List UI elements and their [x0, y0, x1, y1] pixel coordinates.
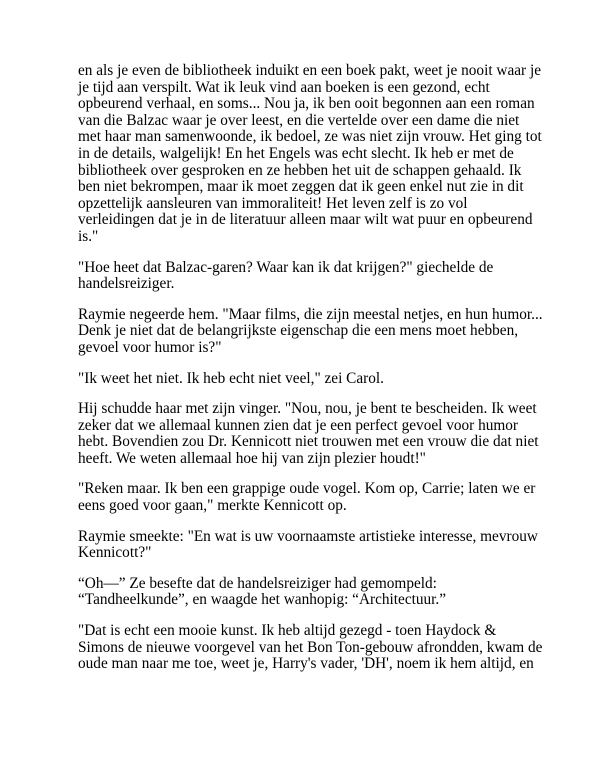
paragraph-6: "Reken maar. Ik ben een grappige oude vogel. Kom op, Carrie; laten we er eens goed voor gaan," merkte Kennicott op. — [78, 480, 536, 515]
paragraph-9: "Dat is echt een mooie kunst. Ik heb altijd gezegd - toen Haydock & Simons de nieuwe voorgevel van het Bon Ton-gebouw afrondden, kwam de oude man naar me toe, weet je, Harry's vader, 'DH', noem ik hem altijd, en — [78, 622, 543, 673]
paragraph-7: Raymie smeekte: "En wat is uw voornaamste artistieke interesse, mevrouw Kennicott?" — [78, 527, 538, 562]
paragraph-8: “Oh—” Ze besefte dat de handelsreiziger had gemompeld: “Tandheelkunde”, en waagde het wanhopig: “Architectuur.” — [78, 574, 447, 609]
paragraph-4: "Ik weet het niet. Ik heb echt niet veel," zei Carol. — [78, 369, 384, 387]
paragraph-3: Raymie negeerde hem. "Maar films, die zijn meestal netjes, en hun humor... Denk je niet dat de belangrijkste eigenschap die een mens moet hebben, gevoel voor humor is?" — [78, 305, 543, 356]
paragraph-2: "Hoe heet dat Balzac-garen? Waar kan ik dat krijgen?" giechelde de handelsreiziger. — [78, 258, 494, 293]
document-page — [78, 63, 546, 687]
paragraph-5: Hij schudde haar met zijn vinger. "Nou, nou, je bent te bescheiden. Ik weet zeker dat we allemaal kunnen zien dat je een perfect gevoel voor humor hebt. Bovendien zou Dr. Kennicott niet trouwen met een vrouw die dat niet heeft. We weten allemaal hoe hij van zijn plezier houdt!" — [78, 400, 539, 467]
paragraph-1: en als je even de bibliotheek induikt en een boek pakt, weet je nooit waar je je tijd aan verspilt. Wat ik leuk vind aan boeken is een gezond, echt opbeurend verhaal, en soms... Nou ja, ik ben ooit begonnen aan een roman van die Balzac waar je over leest, en die vertelde over een dame die niet met haar man samenwoonde, ik bedoel, ze was niet zijn vrouw. Het ging tot in de details, walgelijk! En het Engels was echt slecht. Ik heb er met de bibliotheek over gesproken en ze hebben het uit de schappen gehaald. Ik ben niet bekrompen, maar ik moet zeggen dat ik geen enkel nut zie in dit opzettelijk aansleuren van immoraliteit! Het leven zelf is zo vol verleidingen dat je in de literatuur alleen maar wilt wat puur en opbeurend is." — [78, 62, 542, 245]
